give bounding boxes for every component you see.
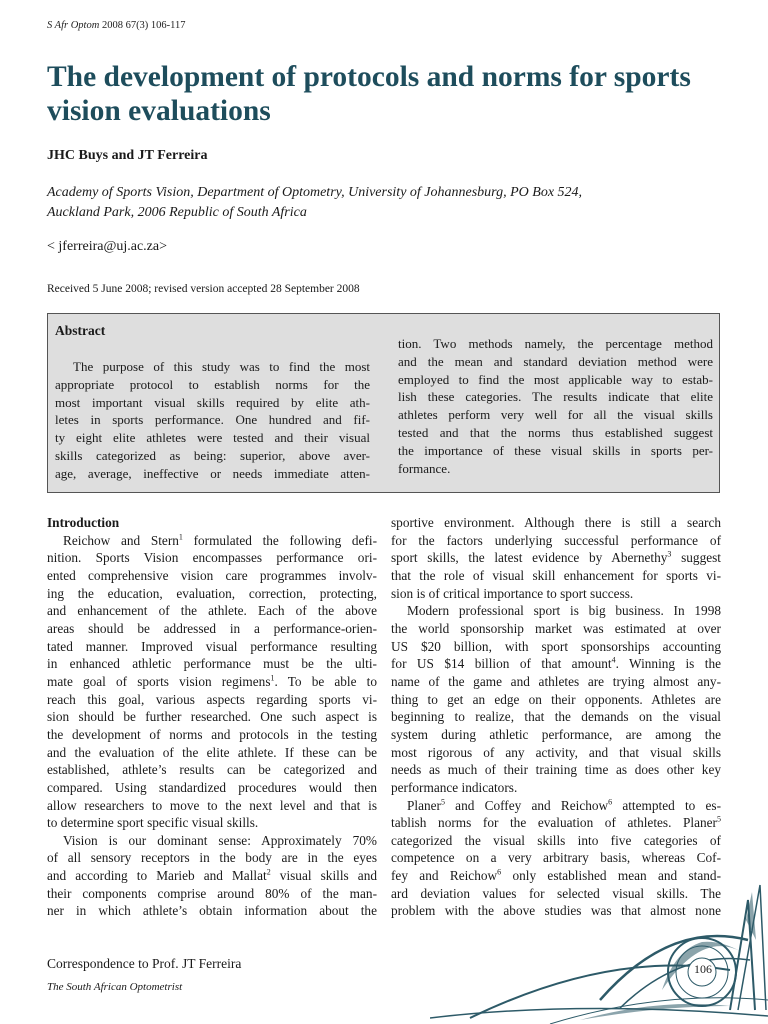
abstract-heading: Abstract [55, 323, 106, 338]
body-line: fey and Reichow$^6$ only established mean and stand- [391, 867, 722, 884]
body-column-right [391, 514, 721, 920]
body-line: name of the game and athletes are trying almost any- [391, 673, 721, 689]
body-line: reach this goal, various aspects regarding sports vi- [47, 691, 377, 707]
body-line: competence on a very arbitrary basis, whereas Cof- [391, 850, 721, 866]
article-title: The development of protocols and norms for sports vision evaluations [47, 61, 691, 127]
abstract-line: ty eight elite athletes were tested and their visual [55, 430, 370, 446]
body-line: compared. Using standardized procedures would then [47, 779, 377, 795]
body-line: areas should be addressed in a performance-orien- [47, 620, 377, 636]
abstract-line: and the mean and standard deviation method were [398, 353, 713, 369]
body-line: Vision is our dominant sense: Approximately 70% [63, 832, 377, 848]
journal-citation [47, 20, 186, 31]
citation-ref[interactable]: 3 [667, 549, 672, 559]
body-line: for US $14 billion of that amount$^4$. Winning is the [391, 655, 722, 672]
abstract-line: age, average, ineffective or needs immediate atten- [55, 465, 370, 481]
body-line: thing to get an edge on their opponents. Athletes are [391, 691, 721, 707]
abstract-line: the importance of these visual skills in sports per- [398, 442, 713, 458]
abstract-column-right [398, 335, 713, 477]
abstract-line: appropriate protocol to establish norms for the [55, 376, 370, 392]
affiliation [47, 183, 727, 223]
body-line: sportive environment. Although there is still a search [391, 515, 721, 530]
body-line: Planer$^5$ and Coffey and Reichow$^6$ attempted to es- [407, 797, 721, 813]
body-line: tablish norms for the evaluation of athletes. Planer$^5$ [391, 814, 721, 831]
page-number: 106 [694, 962, 712, 976]
abstract-line: employed to find the most applicable way to estab- [398, 371, 713, 387]
body-line: beginning to realize, that the demands on the visual [391, 709, 721, 725]
affiliation-line: Academy of Sports Vision, Department of Optometry, University of Johannesburg, PO Box 524, [47, 185, 583, 200]
received-date: Received 5 June 2008; revised version accepted 28 September 2008 [47, 283, 360, 295]
body-line: most rigorous of any activity, and that visual skills [391, 744, 721, 760]
authors: JHC Buys and JT Ferreira [47, 148, 208, 163]
body-line: Reichow and Stern$^1$ formulated the following defi- [63, 532, 377, 548]
body-line: and enhancement of the athlete. Each of the above [47, 603, 377, 619]
body-line: to determine sport specific visual skills. [47, 815, 259, 831]
body-line: problem with the above studies was that almost none [391, 903, 721, 919]
body-line: ard deviation values for selected visual skills. The [391, 885, 721, 901]
body-line: the world sponsorship market was estimated at over [391, 620, 721, 636]
body-column-left [47, 514, 377, 920]
citation-ref[interactable]: 6 [497, 867, 502, 877]
abstract-line: athletes perform very well for all the visual skills [398, 407, 713, 423]
body-line: mate goal of sports vision regimens$^1$. To be able to [47, 673, 377, 689]
decor-arc [550, 998, 768, 1024]
body-line: sport skills, the latest evidence by Abernethy$^3$ suggest [391, 549, 721, 566]
section-heading: Introduction [47, 515, 120, 530]
citation-ref[interactable]: 5 [440, 797, 445, 807]
body-line: established, athlete’s results can be categorized and [47, 762, 377, 778]
body-line: and the evaluation of the elite athlete. If these can be [47, 744, 377, 760]
abstract-line: letes in sports performance. One hundred and fif- [55, 412, 370, 428]
correspondence-note: Correspondence to Prof. JT Ferreira [47, 956, 242, 971]
abstract-box [47, 313, 720, 493]
abstract-line: The purpose of this study was to find the most [73, 359, 370, 374]
citation-ref[interactable]: 6 [608, 797, 613, 807]
body-line: for the factors underlying successful performance of [391, 532, 721, 548]
citation-detail: 2008 67(3) 106-117 [101, 20, 186, 31]
citation-ref[interactable]: 1 [178, 532, 183, 542]
citation-ref[interactable]: 2 [266, 867, 271, 877]
journal-abbrev: S Afr Optom [47, 20, 100, 31]
body-line: their components comprise around 80% of the man- [47, 885, 377, 901]
abstract-line: skills categorized as being: superior, above aver- [55, 447, 370, 463]
body-line: in enhanced athletic performance must be the ulti- [47, 656, 377, 672]
citation-ref[interactable]: 1 [270, 673, 275, 683]
author-email[interactable]: < jferreira@uj.ac.za> [47, 239, 167, 254]
abstract-line: tion. Two methods namely, the percentage method [398, 336, 713, 351]
body-line: nition. Sports Vision encompasses performance ori- [47, 550, 377, 566]
abstract-line: tested and that the norms thus established suggest [398, 424, 713, 440]
citation-ref[interactable]: 4 [611, 655, 616, 665]
body-line: allow researchers to move to the next level and that is [47, 797, 377, 813]
body-line: performance indicators. [391, 779, 518, 795]
body-line: Modern professional sport is big business. In 1998 [407, 603, 721, 619]
body-line: ner in which athlete’s obtain information about the [47, 903, 377, 919]
affiliation-line: Auckland Park, 2006 Republic of South Africa [47, 205, 307, 220]
abstract-line: most important visual skills required by elite ath- [55, 394, 370, 410]
body-line: system during athletic performance, are among the [391, 726, 721, 742]
body-line: sion is of critical importance to sport success. [391, 585, 634, 601]
citation-ref[interactable]: 5 [717, 814, 721, 824]
abstract-line: lish these categories. The results indicate that elite [398, 389, 713, 405]
body-line: US $20 billion, with sport sponsorships accounting [391, 638, 721, 654]
abstract-column-left [55, 358, 370, 483]
body-line: that the role of visual skill enhancement for sports vi- [391, 567, 721, 583]
body-line: tated manner. Improved visual performance resulting [47, 638, 377, 654]
body-line: categorized the visual skills into five categories of [391, 832, 721, 848]
body-line: sion should be further researched. One such aspect is [47, 709, 377, 725]
body-line: the development of norms and protocols in the testing [47, 726, 377, 742]
journal-name: The South African Optometrist [47, 981, 183, 993]
journal-eye-logo-decoration [430, 880, 768, 1024]
body-line: and according to Marieb and Mallat$^2$ visual skills and [47, 867, 378, 884]
abstract-line: formance. [398, 460, 451, 476]
body-line: needs as much of their training time as does other key [391, 762, 721, 778]
body-line: of all sensory receptors in the body are in the eyes [47, 850, 377, 866]
body-line: ented comprehensive vision care programmes involv- [47, 567, 377, 583]
body-line: ing the education, evaluation, correction, protecting, [47, 585, 377, 601]
